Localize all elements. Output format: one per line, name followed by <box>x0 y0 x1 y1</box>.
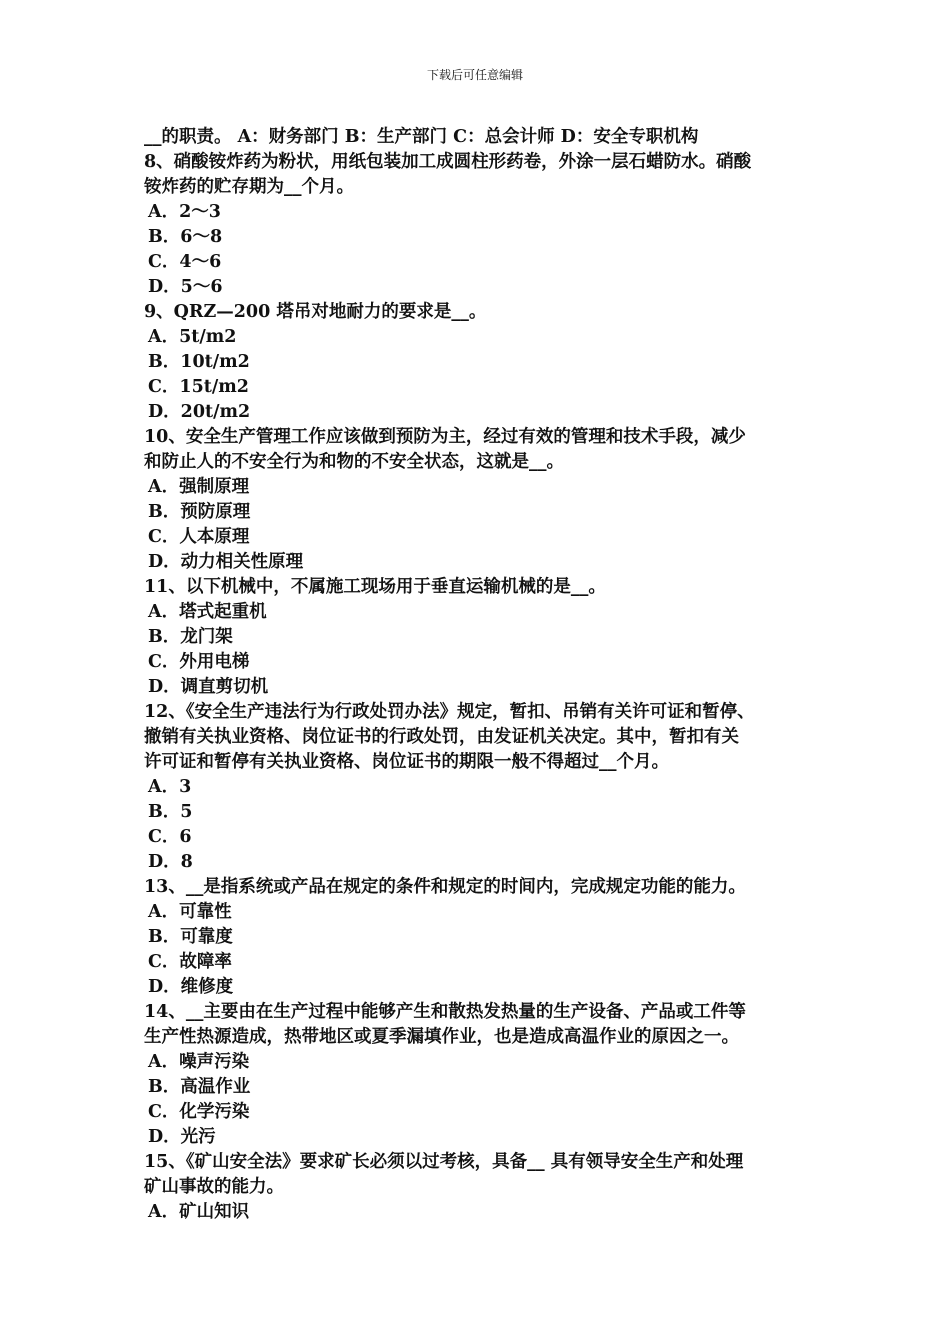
question-text-line: __的职责。 A：财务部门 B：生产部门 C：总会计师 D：安全专职机构 <box>144 127 699 147</box>
answer-option: D．5～6 <box>148 277 223 297</box>
answer-option: D．20t/m2 <box>148 402 251 422</box>
question-text-line: 和防止人的不安全行为和物的不安全状态，这就是__。 <box>144 452 564 472</box>
question-text-line: 许可证和暂停有关执业资格、岗位证书的期限一般不得超过__个月。 <box>144 752 669 772</box>
answer-option: A．可靠性 <box>148 902 232 922</box>
answer-option: A．矿山知识 <box>148 1202 250 1222</box>
answer-option: C．4～6 <box>148 252 222 272</box>
question-text-line: 8、硝酸铵炸药为粉状，用纸包装加工成圆柱形药卷，外涂一层石蜡防水。硝酸 <box>144 152 752 172</box>
answer-option: C．人本原理 <box>148 527 250 547</box>
answer-option: C．6 <box>148 827 192 847</box>
answer-option: D．光污 <box>148 1127 216 1147</box>
answer-option: D．动力相关性原理 <box>148 552 304 572</box>
answer-option: B．5 <box>148 802 193 822</box>
answer-option: D．8 <box>148 852 193 872</box>
answer-option: A．3 <box>148 777 192 797</box>
question-text-line: 撤销有关执业资格、岗位证书的行政处罚，由发证机关决定。其中，暂扣有关 <box>144 727 739 747</box>
answer-option: A．5t/m2 <box>148 327 237 347</box>
answer-option: B．可靠度 <box>148 927 233 947</box>
answer-option: B．预防原理 <box>148 502 251 522</box>
question-text-line: 14、__主要由在生产过程中能够产生和散热发热量的生产设备、产品或工件等 <box>144 1002 746 1022</box>
answer-option: C．15t/m2 <box>148 377 249 397</box>
question-text-line: 10、安全生产管理工作应该做到预防为主，经过有效的管理和技术手段，减少 <box>144 427 746 447</box>
question-text-line: 生产性热源造成，热带地区或夏季漏填作业，也是造成高温作业的原因之一。 <box>144 1027 739 1047</box>
answer-option: B．高温作业 <box>148 1077 251 1097</box>
answer-option: A．2～3 <box>148 202 221 222</box>
answer-option: C．外用电梯 <box>148 652 250 672</box>
question-text-line: 13、__是指系统或产品在规定的条件和规定的时间内，完成规定功能的能力。 <box>144 877 746 897</box>
question-text-line: 15、《矿山安全法》要求矿长必须以过考核，具备__ 具有领导安全生产和处理 <box>144 1152 744 1172</box>
page-header: 下载后可任意编辑 <box>426 68 523 82</box>
answer-option: B．6～8 <box>148 227 223 247</box>
question-text-line: 11、以下机械中，不属施工现场用于垂直运输机械的是__。 <box>144 577 606 597</box>
question-text-line: 铵炸药的贮存期为__个月。 <box>144 177 354 197</box>
answer-option: D．维修度 <box>148 977 234 997</box>
answer-option: B．龙门架 <box>148 627 233 647</box>
question-text-line: 12、《安全生产违法行为行政处罚办法》规定，暂扣、吊销有关许可证和暂停、 <box>144 702 755 722</box>
answer-option: A．塔式起重机 <box>148 602 267 622</box>
answer-option: B．10t/m2 <box>148 352 250 372</box>
answer-option: A．噪声污染 <box>148 1052 250 1072</box>
document-body <box>144 125 824 1225</box>
answer-option: A．强制原理 <box>148 477 250 497</box>
question-text-line: 矿山事故的能力。 <box>144 1177 284 1197</box>
answer-option: D．调直剪切机 <box>148 677 269 697</box>
answer-option: C．故障率 <box>148 952 232 972</box>
answer-option: C．化学污染 <box>148 1102 250 1122</box>
question-text-line: 9、QRZ—200 塔吊对地耐力的要求是__。 <box>144 302 487 322</box>
